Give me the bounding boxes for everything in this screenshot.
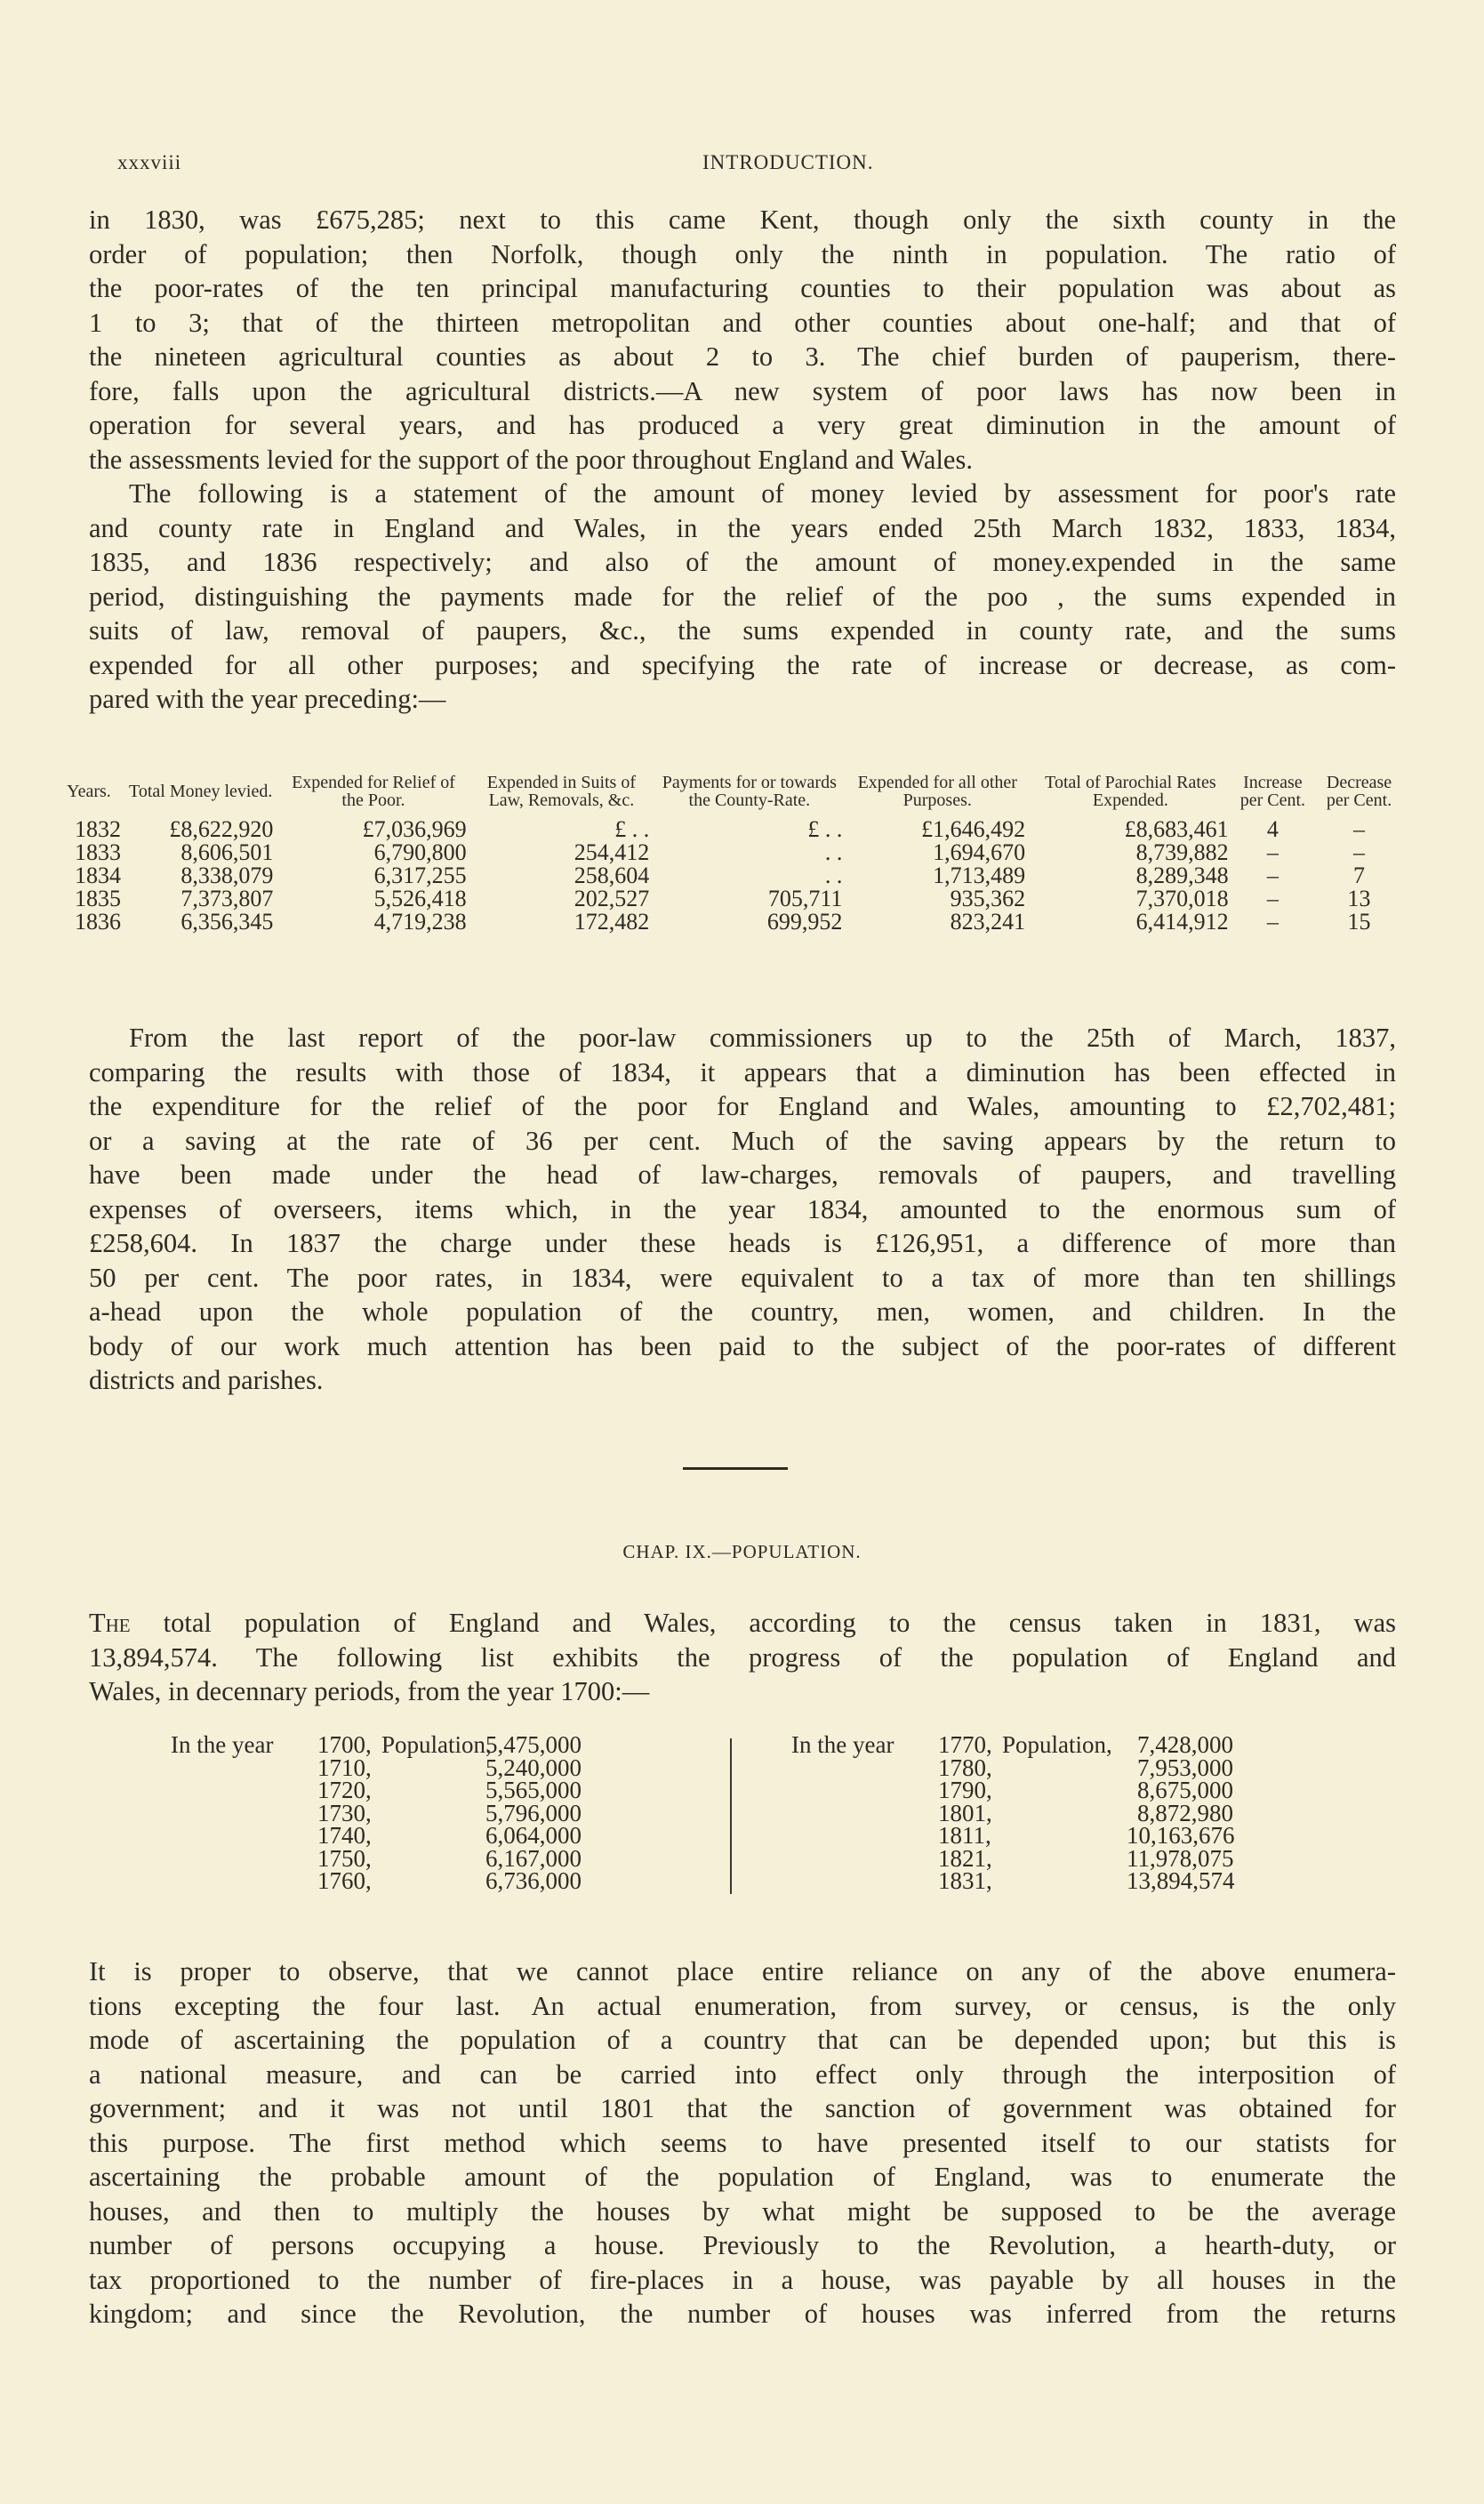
table-row — [53, 841, 1405, 864]
year: 1720, — [317, 1777, 372, 1803]
text-line: total population of England and Wales, according to the census taken in 1831, was — [130, 1608, 1396, 1638]
text-line: comparing the results with those of 1834, it appears that a diminution has been effected in — [89, 1056, 1396, 1087]
text-line: £258,604. In 1837 the charge under these heads is £126,951, a difference of more than — [89, 1228, 1396, 1258]
year: 1801, — [938, 1799, 992, 1826]
column-header: Decrease per Cent. — [1326, 773, 1392, 810]
text-line: a-head upon the whole population of the country, men, women, and children. In the — [89, 1296, 1396, 1327]
cell-relief-of-poor: 5,526,418 — [373, 886, 467, 911]
population-value: 8,872,980 — [1137, 1799, 1233, 1826]
population-value: 5,475,000 — [485, 1731, 582, 1758]
text-line: period, distinguishing the payments made for the relief of the poo , the sums expended in — [89, 581, 1396, 612]
cell-suits-of-law: 202,527 — [574, 886, 650, 911]
text-line: kingdom; and since the Revolution, the number of houses was inferred from the returns — [89, 2299, 1396, 2329]
cell-total-expended: £8,683,461 — [1124, 816, 1229, 842]
text-line: suits of law, removal of paupers, &c., the sums expended in county rate, and the sums — [89, 615, 1396, 646]
list-item — [791, 1731, 1233, 1758]
column-header: Total Money levied. — [129, 782, 273, 801]
text-line: order of population; then Norfolk, though only the ninth in population. The ratio of — [89, 238, 1396, 269]
running-title: INTRODUCTION. — [702, 151, 874, 173]
year: 1780, — [938, 1754, 992, 1781]
cell-county-rate: £ . . — [807, 816, 843, 842]
population-value: 11,978,075 — [1127, 1844, 1234, 1872]
cell-relief-of-poor: 4,719,238 — [373, 909, 467, 935]
list-item — [171, 1731, 582, 1758]
column-header: Expended in Suits of Law, Removals, &c. — [486, 773, 637, 810]
cell-total-levied: £8,622,920 — [169, 816, 274, 842]
section-divider — [683, 1467, 788, 1470]
table-row — [53, 818, 1405, 841]
cell-decrease: – — [1353, 839, 1366, 865]
cell-county-rate: 705,711 — [767, 886, 843, 911]
paragraph-commissioners-report — [89, 1021, 1396, 1398]
paragraph-population-intro — [89, 1606, 1396, 1709]
text-line: From the last report of the poor-law commissioners up to the 25th of March, 1837, — [129, 1023, 1396, 1053]
text-line: a national measure, and can be carried into effect only through the interposition of — [89, 2059, 1396, 2090]
cell-increase: 4 — [1266, 816, 1279, 842]
table-row — [53, 911, 1405, 934]
cell-county-rate: 699,952 — [766, 909, 843, 935]
population-list-left — [171, 1731, 582, 1894]
population-value: 10,163,676 — [1127, 1822, 1235, 1849]
cell-relief-of-poor: 6,317,255 — [373, 863, 467, 888]
cell-county-rate: . . — [824, 863, 843, 888]
text-line: in 1830, was £675,285; next to this came Kent, though only the sixth county in the — [89, 205, 1396, 235]
year: 1740, — [317, 1822, 372, 1849]
cell-total-levied: 8,606,501 — [180, 839, 274, 865]
year: 1790, — [938, 1777, 992, 1803]
cell-increase: – — [1266, 886, 1279, 911]
page-number: xxxviii — [117, 151, 182, 173]
text-line: operation for several years, and has produced a very great diminution in the amount of — [89, 410, 1396, 440]
text-line: districts and parishes. — [89, 1365, 324, 1395]
column-header: Total of Parochial Rates Expended. — [1045, 773, 1216, 810]
label-year: In the year — [171, 1731, 274, 1758]
text-line: Wales, in decennary periods, from the year 1700:— — [89, 1676, 650, 1706]
text-line: tax proportioned to the number of fire-places in a house, was payable by all houses in the — [89, 2264, 1396, 2295]
text-line: The following is a statement of the amount of money levied by assessment for poor's rate — [129, 478, 1396, 509]
text-line: tions excepting the four last. An actual enumeration, from survey, or census, is the only — [89, 1990, 1396, 2021]
text-line: and county rate in England and Wales, in the years ended 25th March 1832, 1833, 1834, — [89, 512, 1396, 543]
paragraph-statement-intro — [89, 477, 1396, 717]
cell-relief-of-poor: 6,790,800 — [373, 839, 467, 865]
cell-increase: – — [1266, 839, 1279, 865]
label-population: Population, — [1002, 1731, 1112, 1758]
cell-decrease: – — [1353, 816, 1366, 842]
column-divider — [730, 1738, 732, 1894]
cell-total-expended: 8,739,882 — [1135, 839, 1229, 865]
label-year: In the year — [791, 1731, 894, 1758]
paragraph-county-rates — [89, 203, 1396, 477]
cell-decrease: 15 — [1347, 909, 1371, 935]
paragraph-enumeration-methods — [89, 1954, 1396, 2331]
running-head — [89, 151, 1396, 187]
cell-year: 1835 — [75, 886, 121, 911]
text-line: 50 per cent. The poor rates, in 1834, were equivalent to a tax of more than ten shillings — [89, 1262, 1396, 1293]
year: 1831, — [938, 1867, 992, 1894]
cell-county-rate: . . — [824, 839, 843, 865]
label-population: Population, — [381, 1731, 492, 1758]
cell-suits-of-law: £ . . — [614, 816, 650, 842]
cell-suits-of-law: 258,604 — [574, 863, 650, 888]
list-item — [791, 1779, 1233, 1802]
population-value: 5,240,000 — [485, 1754, 582, 1781]
cell-increase: – — [1266, 863, 1279, 888]
text-line: ascertaining the probable amount of the population of England, was to enumerate the — [89, 2162, 1396, 2192]
population-value: 7,953,000 — [1137, 1754, 1233, 1781]
list-item — [791, 1867, 1235, 1894]
text-line: 1835, and 1836 respectively; and also of the amount of money.expended in the same — [89, 547, 1396, 577]
population-value: 6,167,000 — [485, 1844, 582, 1872]
text-line: It is proper to observe, that we cannot place entire reliance on any of the above enumera- — [89, 1956, 1396, 1986]
population-value: 7,428,000 — [1137, 1731, 1233, 1758]
cell-other-purposes: 1,694,670 — [933, 839, 1026, 865]
text-line: this purpose. The first method which seems to have presented itself to our statists for — [89, 2127, 1396, 2158]
table-header-row — [53, 774, 1405, 818]
cell-other-purposes: 1,713,489 — [933, 863, 1026, 888]
cell-year: 1832 — [75, 816, 121, 842]
cell-relief-of-poor: £7,036,969 — [362, 816, 467, 842]
population-value: 5,565,000 — [485, 1777, 582, 1803]
cell-other-purposes: 935,362 — [950, 886, 1026, 911]
list-item — [171, 1779, 582, 1802]
text-line: 13,894,574. The following list exhibits the progress of the population of England and — [89, 1641, 1396, 1673]
population-value: 6,736,000 — [485, 1867, 582, 1894]
text-line: the poor-rates of the ten principal manufacturing counties to their population was about as — [89, 273, 1396, 303]
population-value: 13,894,574 — [1127, 1867, 1235, 1894]
text-line: number of persons occupying a house. Previously to the Revolution, a hearth-duty, or — [89, 2230, 1396, 2260]
year: 1730, — [317, 1799, 372, 1826]
text-line: the expenditure for the relief of the poor for England and Wales, amounting to £2,702,481; — [89, 1091, 1396, 1121]
population-list-right — [791, 1731, 1235, 1894]
cell-total-levied: 8,338,079 — [180, 863, 274, 888]
drop-word: The — [89, 1608, 131, 1638]
year: 1750, — [317, 1844, 372, 1872]
text-line: mode of ascertaining the population of a country that can be depended upon; but this is — [89, 2025, 1396, 2055]
text-line: expenses of overseers, items which, in the year 1834, amounted to the enormous sum of — [89, 1193, 1396, 1224]
year: 1700, — [317, 1731, 372, 1758]
column-header: Increase per Cent. — [1239, 773, 1306, 810]
cell-other-purposes: £1,646,492 — [921, 816, 1026, 842]
list-item — [791, 1822, 1235, 1849]
cell-total-levied: 6,356,345 — [180, 909, 274, 935]
table-row — [53, 887, 1405, 911]
chapter-heading: CHAP. IX.—POPULATION. — [622, 1541, 862, 1562]
cell-other-purposes: 823,241 — [950, 909, 1026, 935]
year: 1770, — [938, 1731, 992, 1758]
column-header: Expended for Relief of the Poor. — [292, 773, 455, 810]
cell-decrease: 7 — [1353, 863, 1366, 888]
column-header: Expended for all other Purposes. — [857, 773, 1017, 810]
text-line: government; and it was not until 1801 that the sanction of government was obtained for — [89, 2093, 1396, 2123]
cell-year: 1836 — [75, 909, 121, 935]
year: 1760, — [317, 1867, 372, 1894]
year: 1710, — [317, 1754, 372, 1781]
cell-total-levied: 7,373,807 — [180, 886, 274, 911]
population-value: 6,064,000 — [485, 1822, 582, 1849]
column-header: Payments for or towards the County-Rate. — [662, 773, 837, 810]
list-item — [171, 1822, 582, 1849]
population-value: 8,675,000 — [1137, 1777, 1233, 1803]
text-line: have been made under the head of law-charges, removals of paupers, and travelling — [89, 1160, 1396, 1190]
column-header: Years. — [67, 782, 111, 801]
cell-total-expended: 7,370,018 — [1135, 886, 1229, 911]
cell-total-expended: 6,414,912 — [1135, 909, 1229, 935]
text-line: body of our work much attention has been paid to the subject of the poor-rates of different — [89, 1330, 1396, 1361]
text-line: pared with the year preceding:— — [89, 684, 446, 714]
text-line: the nineteen agricultural counties as about 2 to 3. The chief burden of pauperism, there- — [89, 341, 1396, 372]
text-line: houses, and then to multiply the houses by what might be supposed to be the average — [89, 2195, 1396, 2227]
text-line: or a saving at the rate of 36 per cent. Much of the saving appears by the return to — [89, 1125, 1396, 1156]
year: 1811, — [938, 1822, 991, 1849]
year: 1821, — [938, 1844, 992, 1872]
poor-rate-table — [53, 774, 1405, 934]
cell-suits-of-law: 172,482 — [574, 909, 650, 935]
cell-year: 1834 — [75, 863, 121, 888]
table-row — [53, 864, 1405, 887]
cell-suits-of-law: 254,412 — [574, 839, 650, 865]
text-line: the assessments levied for the support of the poor throughout England and Wales. — [89, 444, 973, 475]
text-line: 1 to 3; that of the thirteen metropolitan and other counties about one-half; and that of — [89, 307, 1396, 338]
cell-year: 1833 — [75, 839, 121, 865]
cell-decrease: 13 — [1347, 886, 1371, 911]
population-value: 5,796,000 — [485, 1799, 582, 1826]
cell-increase: – — [1266, 909, 1279, 935]
cell-total-expended: 8,289,348 — [1135, 863, 1229, 888]
text-line: expended for all other purposes; and specifying the rate of increase or decrease, as com- — [89, 649, 1396, 680]
text-line: fore, falls upon the agricultural districts.—A new system of poor laws has now been in — [89, 375, 1396, 406]
list-item — [171, 1867, 582, 1894]
